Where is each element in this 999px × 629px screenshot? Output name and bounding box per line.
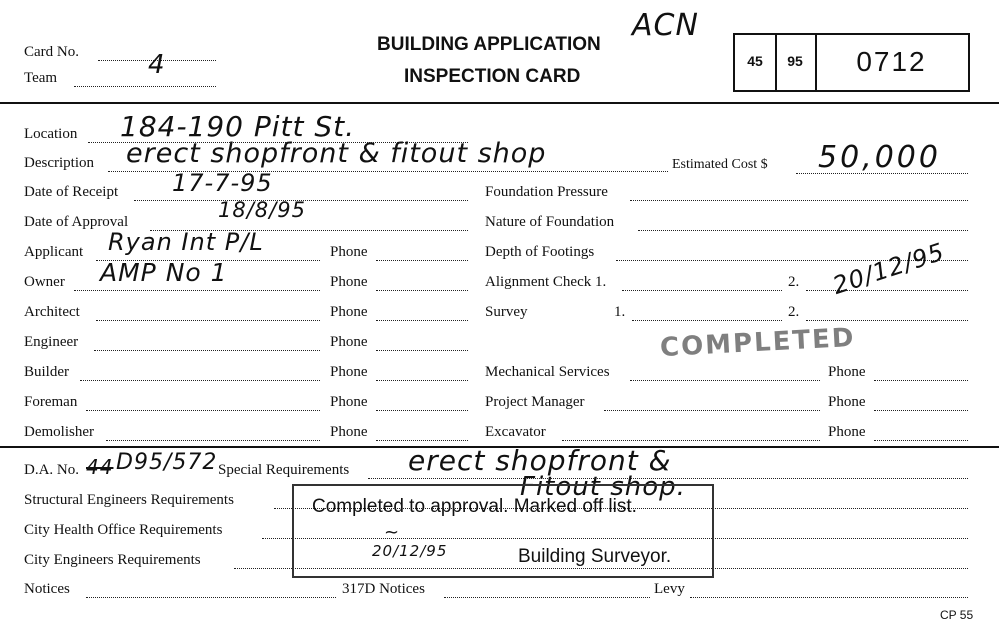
form-title-line1: BUILDING APPLICATION xyxy=(377,34,601,55)
project-manager-line[interactable] xyxy=(604,410,820,411)
alignment-check-2-label: 2. xyxy=(788,274,800,290)
owner-line[interactable] xyxy=(74,290,320,291)
notices-label: Notices xyxy=(24,581,70,597)
owner-phone-label: Phone xyxy=(330,274,368,290)
special-requirements-value-2: Fitout shop. xyxy=(520,472,686,502)
architect-phone-label: Phone xyxy=(330,304,368,320)
foreman-phone-line[interactable] xyxy=(376,410,468,411)
levy-line[interactable] xyxy=(690,597,968,598)
notices-line[interactable] xyxy=(86,597,336,598)
survey-2-label: 2. xyxy=(788,304,800,320)
stamp-completed-text: Completed to approval. Marked off list. xyxy=(312,496,637,517)
demolisher-phone-label: Phone xyxy=(330,424,368,440)
applicant-value: Ryan Int P/L xyxy=(108,228,264,256)
team-label: Team xyxy=(24,70,58,86)
foreman-line[interactable] xyxy=(86,410,320,411)
alignment-check-label: Alignment Check 1. xyxy=(485,274,607,290)
form-code: CP 55 xyxy=(940,608,974,622)
date-of-approval-label: Date of Approval xyxy=(24,214,129,230)
box-year-cell: 45 xyxy=(747,53,763,69)
mechanical-services-phone-label: Phone xyxy=(828,364,866,380)
builder-line[interactable] xyxy=(80,380,320,381)
notices-317d-line[interactable] xyxy=(444,597,650,598)
architect-label: Architect xyxy=(24,304,80,320)
form-title-line2: INSPECTION CARD xyxy=(404,66,581,87)
foundation-pressure-line[interactable] xyxy=(630,200,968,201)
special-requirements-label: Special Requirements xyxy=(218,462,350,478)
mechanical-services-label: Mechanical Services xyxy=(485,364,610,380)
city-health-label: City Health Office Requirements xyxy=(24,522,223,538)
alignment-check-date: 20/12/95 xyxy=(829,237,949,300)
survey-2-line[interactable] xyxy=(806,320,968,321)
excavator-phone-label: Phone xyxy=(828,424,866,440)
demolisher-label: Demolisher xyxy=(24,424,94,440)
date-of-receipt-value: 17-7-95 xyxy=(172,169,273,197)
completed-stamp: COMPLETED xyxy=(659,322,857,364)
estimated-cost-value: 50,000 xyxy=(818,140,941,175)
alignment-check-1-line[interactable] xyxy=(622,290,782,291)
application-number-box xyxy=(733,33,970,92)
architect-phone-line[interactable] xyxy=(376,320,468,321)
nature-of-foundation-line[interactable] xyxy=(638,230,968,231)
survey-label: Survey xyxy=(485,304,528,320)
date-of-approval-value: 18/8/95 xyxy=(218,198,306,222)
engineer-label: Engineer xyxy=(24,334,79,350)
box-year2-cell: 95 xyxy=(787,53,803,69)
date-of-receipt-label: Date of Receipt xyxy=(24,184,119,200)
notices-317d-label: 317D Notices xyxy=(342,581,425,597)
special-requirements-value-1: erect shopfront & xyxy=(408,444,672,477)
engineer-phone-label: Phone xyxy=(330,334,368,350)
card-no-label: Card No. xyxy=(24,44,79,60)
project-manager-phone-line[interactable] xyxy=(874,410,968,411)
excavator-phone-line[interactable] xyxy=(874,440,968,441)
stamp-signature: ~ xyxy=(384,522,401,543)
description-value: erect shopfront & fitout shop xyxy=(126,138,547,169)
builder-phone-label: Phone xyxy=(330,364,368,380)
acn-annotation: ACN xyxy=(632,8,699,43)
team-value: 4 xyxy=(148,50,166,80)
architect-line[interactable] xyxy=(96,320,320,321)
description-label: Description xyxy=(24,155,94,171)
excavator-line[interactable] xyxy=(562,440,820,441)
mechanical-services-line[interactable] xyxy=(630,380,820,381)
project-manager-phone-label: Phone xyxy=(828,394,866,410)
approval-stamp xyxy=(292,484,714,578)
engineer-line[interactable] xyxy=(94,350,320,351)
city-engineers-label: City Engineers Requirements xyxy=(24,552,201,568)
team-line[interactable] xyxy=(74,86,216,87)
builder-label: Builder xyxy=(24,364,69,380)
foundation-pressure-label: Foundation Pressure xyxy=(485,184,608,200)
applicant-label: Applicant xyxy=(24,244,84,260)
location-value: 184-190 Pitt St. xyxy=(120,110,356,143)
stamp-date: 20/12/95 xyxy=(372,542,448,560)
estimated-cost-label: Estimated Cost $ xyxy=(672,157,768,172)
engineer-phone-line[interactable] xyxy=(376,350,468,351)
stamp-surveyor-text: Building Surveyor. xyxy=(518,546,672,567)
location-label: Location xyxy=(24,126,78,142)
demolisher-line[interactable] xyxy=(106,440,320,441)
foreman-label: Foreman xyxy=(24,394,78,410)
nature-of-foundation-label: Nature of Foundation xyxy=(485,214,615,230)
owner-label: Owner xyxy=(24,274,65,290)
applicant-phone-line[interactable] xyxy=(376,260,468,261)
survey-1-line[interactable] xyxy=(632,320,782,321)
survey-1-label: 1. xyxy=(614,304,626,320)
applicant-phone-label: Phone xyxy=(330,244,368,260)
builder-phone-line[interactable] xyxy=(376,380,468,381)
da-no-label: D.A. No. xyxy=(24,462,79,478)
header-divider xyxy=(0,102,999,104)
excavator-label: Excavator xyxy=(485,424,546,440)
box-number-cell: 0712 xyxy=(856,46,927,77)
owner-phone-line[interactable] xyxy=(376,290,468,291)
project-manager-label: Project Manager xyxy=(485,394,585,410)
mechanical-services-phone-line[interactable] xyxy=(874,380,968,381)
da-no-value: D95/572 xyxy=(116,450,218,475)
owner-value: AMP No 1 xyxy=(100,258,228,287)
levy-label: Levy xyxy=(654,581,685,597)
depth-of-footings-label: Depth of Footings xyxy=(485,244,595,260)
foreman-phone-label: Phone xyxy=(330,394,368,410)
alignment-check-2-line[interactable] xyxy=(806,290,968,291)
demolisher-phone-line[interactable] xyxy=(376,440,468,441)
da-no-struck: 44 xyxy=(86,455,114,479)
structural-requirements-label: Structural Engineers Requirements xyxy=(24,492,234,508)
